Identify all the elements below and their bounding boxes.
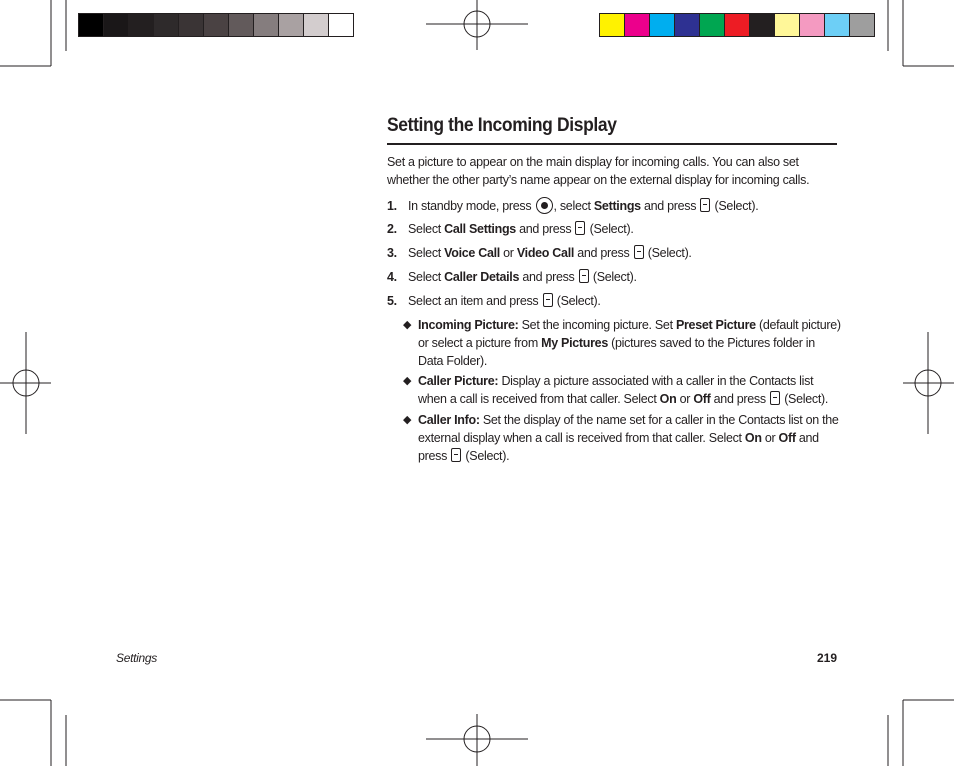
footer-section-name: Settings xyxy=(116,651,157,665)
bullet-incoming-picture: ◆ Incoming Picture: Set the incoming picture. Set Preset Picture (default picture) or select a picture from My Pictures (pictures saved to the Pictures folder in Data Folder). xyxy=(403,318,841,368)
step-number: 3. xyxy=(387,246,397,260)
menu-item-name: My Pictures xyxy=(541,336,608,350)
menu-item-name: Voice Call xyxy=(444,246,500,260)
page-number: 219 xyxy=(816,651,837,665)
center-select-key-icon xyxy=(536,197,553,214)
step-5: 5. Select an item and press (Select). xyxy=(387,294,601,308)
menu-item-name: Settings xyxy=(593,199,641,213)
step-4: 4. Select Caller Details and press (Select). xyxy=(387,270,637,284)
option-label: Caller Picture: xyxy=(418,374,499,388)
soft-key-icon xyxy=(451,448,461,462)
soft-key-icon xyxy=(579,269,589,283)
step-number: 4. xyxy=(387,270,397,284)
step-number: 5. xyxy=(387,294,397,308)
step-number: 2. xyxy=(387,222,397,236)
intro-paragraph: Set a picture to appear on the main display for incoming calls. You can also set whether the other party’s name appear on the external display for incoming calls. xyxy=(387,155,810,187)
bullet-caller-picture: ◆ Caller Picture: Display a picture associated with a caller in the Contacts list when a call is received from that caller. Select On or Off and press (Select). xyxy=(403,374,829,406)
menu-item-name: On xyxy=(659,392,677,406)
option-label: Caller Info: xyxy=(418,413,480,427)
menu-item-name: On xyxy=(744,431,762,445)
title-underline xyxy=(387,143,837,145)
page-title: Setting the Incoming Display xyxy=(387,115,617,136)
menu-item-name: Off xyxy=(693,392,711,406)
soft-key-icon xyxy=(543,293,553,307)
diamond-bullet-icon: ◆ xyxy=(403,375,412,387)
step-1: 1. In standby mode, press , select Settings and press (Select). xyxy=(387,199,759,213)
menu-item-name: Caller Details xyxy=(444,270,520,284)
step-2: 2. Select Call Settings and press (Select). xyxy=(387,222,634,236)
soft-key-icon xyxy=(700,198,710,212)
diamond-bullet-icon: ◆ xyxy=(403,319,412,331)
step-number: 1. xyxy=(387,199,397,213)
soft-key-icon xyxy=(575,221,585,235)
bullet-caller-info: ◆ Caller Info: Set the display of the name set for a caller in the Contacts list on the external display when a call is received from that caller. Select On or Off and press (Select). xyxy=(403,413,839,463)
option-label: Incoming Picture: xyxy=(418,318,519,332)
soft-key-icon xyxy=(770,391,780,405)
step-3: 3. Select Voice Call or Video Call and press (Select). xyxy=(387,246,692,260)
menu-item-name: Video Call xyxy=(516,246,575,260)
menu-item-name: Off xyxy=(778,431,796,445)
menu-item-name: Call Settings xyxy=(444,222,516,236)
soft-key-icon xyxy=(634,245,644,259)
diamond-bullet-icon: ◆ xyxy=(403,414,412,426)
menu-item-name: Preset Picture xyxy=(675,318,756,332)
